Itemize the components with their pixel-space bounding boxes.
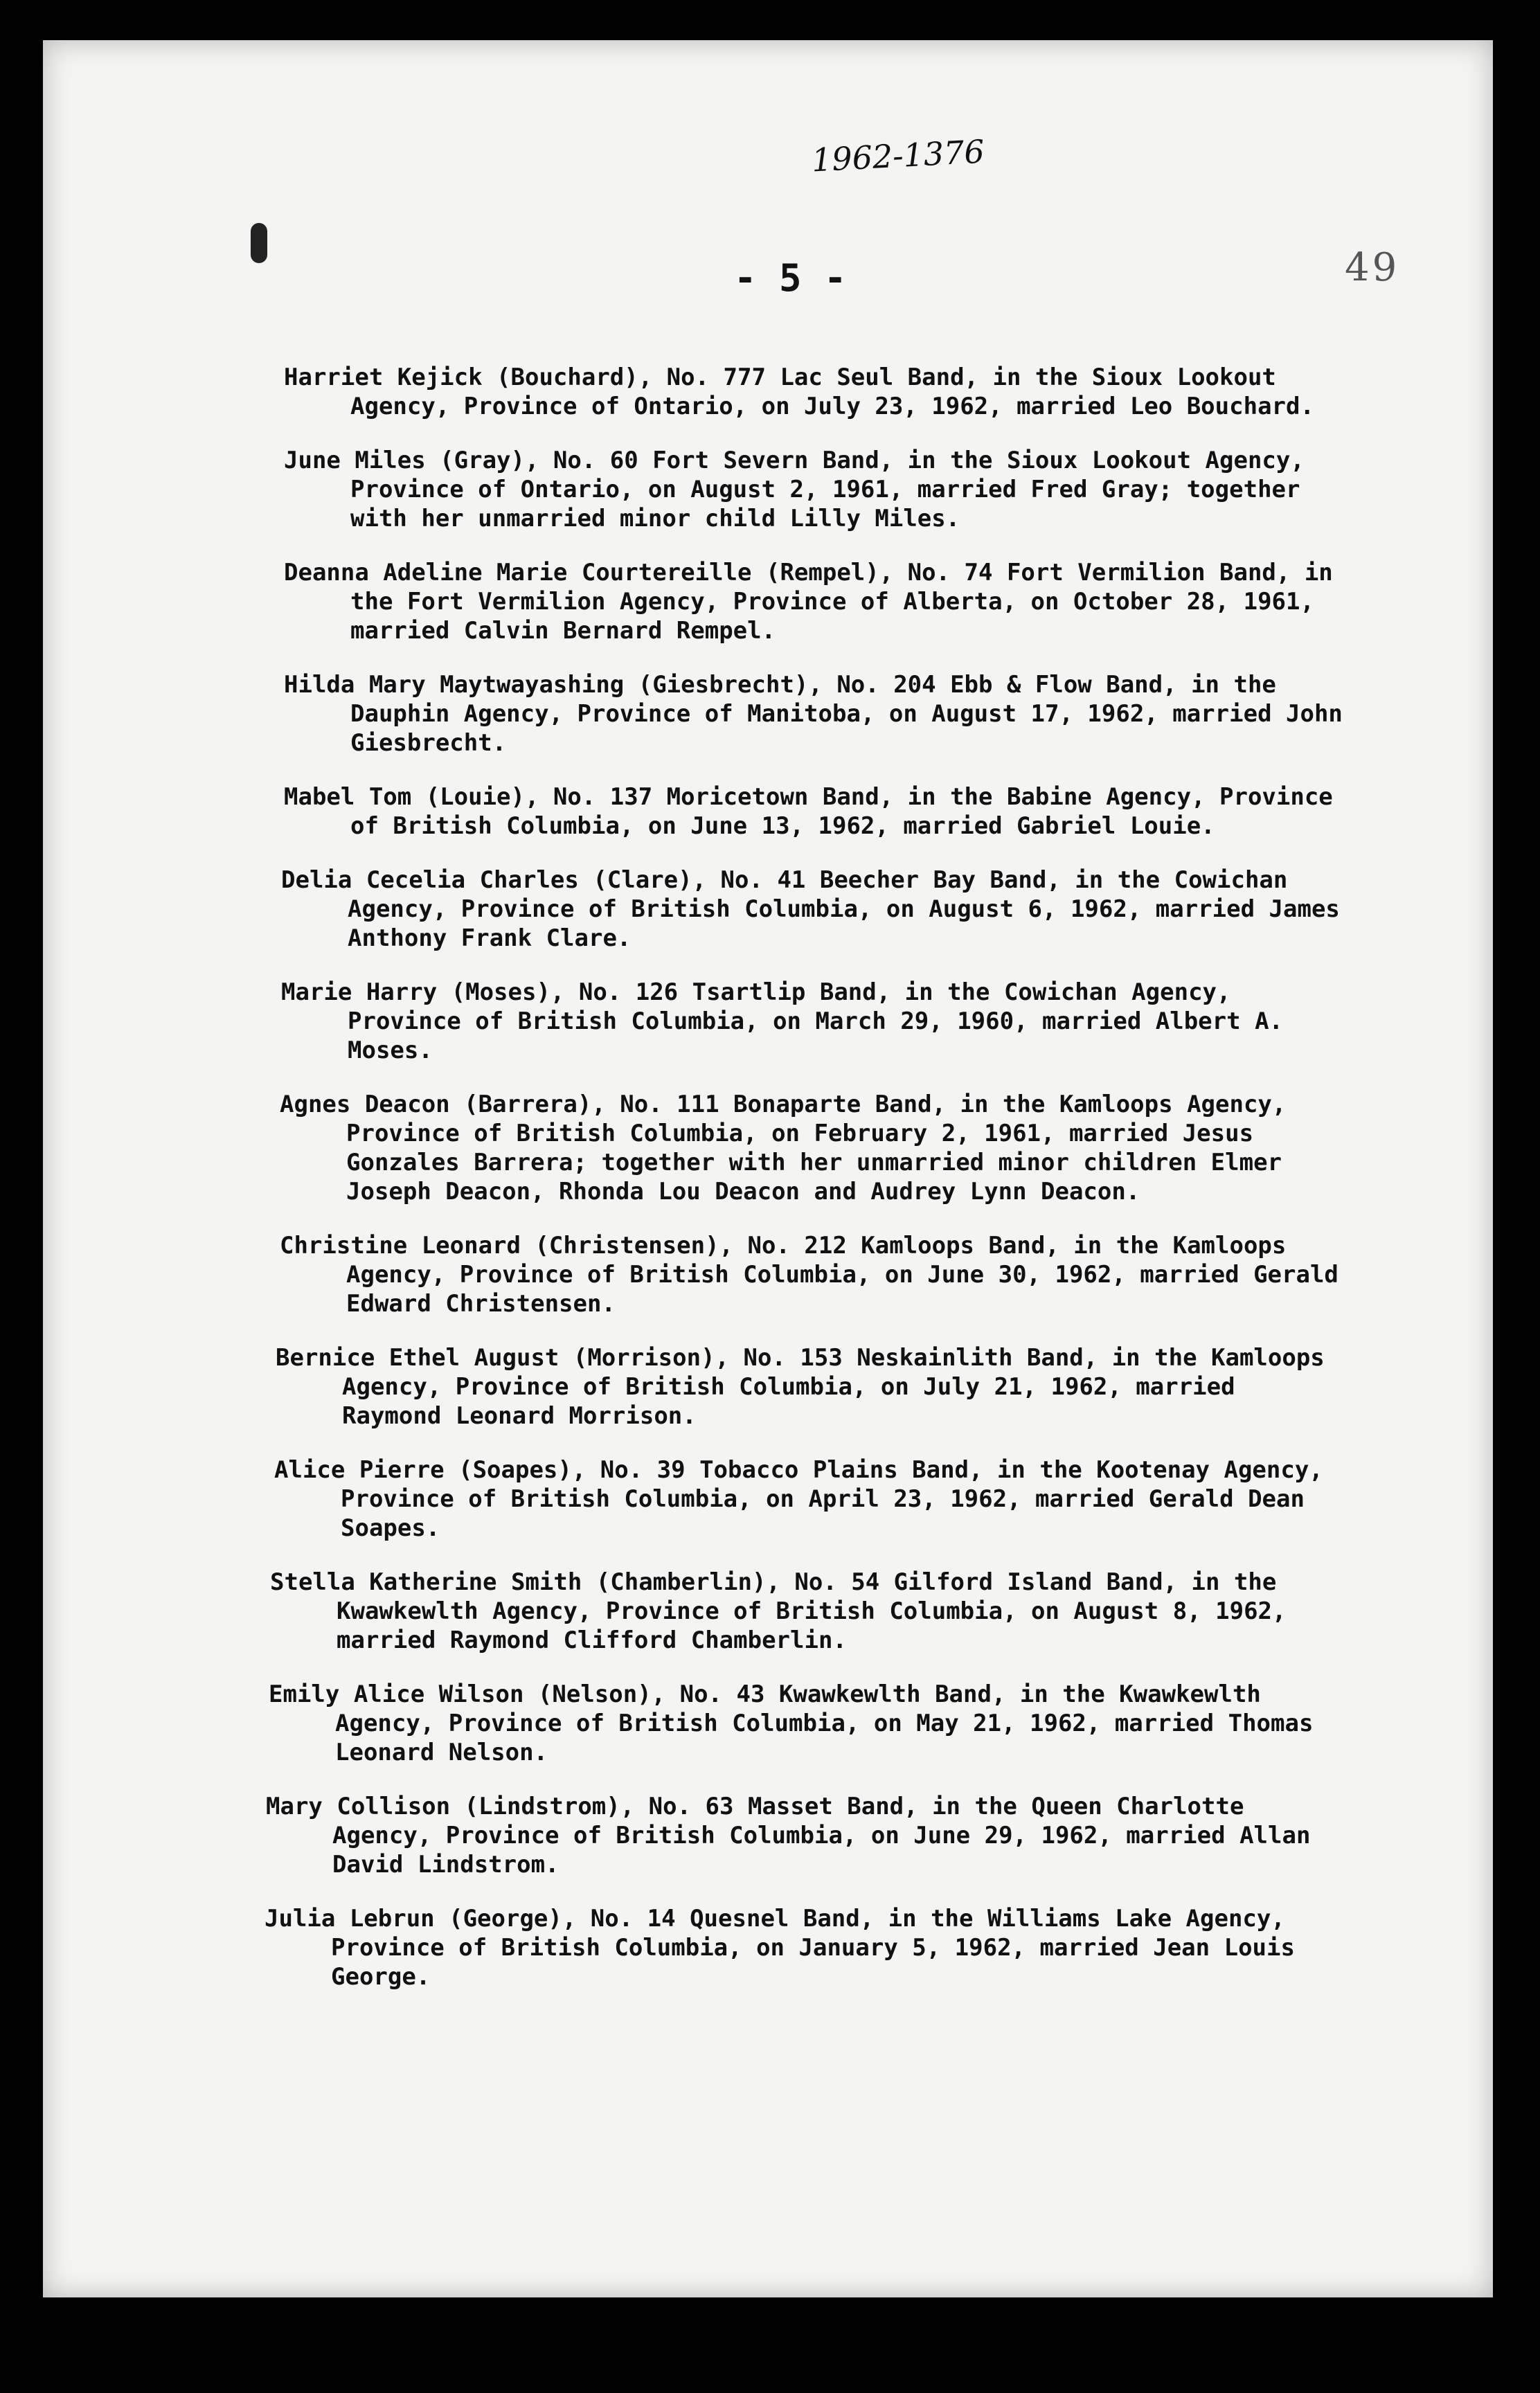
list-item: Mabel Tom (Louie), No. 137 Moricetown Band, in the Babine Agency, Province of British Columbia, on June 13, 1962, married Gabriel Louie. (284, 783, 1333, 840)
list-item: June Miles (Gray), No. 60 Fort Severn Band, in the Sioux Lookout Agency, Province of Ontario, on August 2, 1961, married Fred Gray; together with her unmarried minor child Lilly Miles. (284, 447, 1305, 532)
entry-list (265, 339, 1343, 2016)
list-item: Marie Harry (Moses), No. 126 Tsartlip Band, in the Cowichan Agency, Province of British Columbia, on March 29, 1960, married Albert A. Moses. (281, 978, 1284, 1064)
list-item: Alice Pierre (Soapes), No. 39 Tobacco Plains Band, in the Kootenay Agency, Province of British Columbia, on April 23, 1962, married Gerald Dean Soapes. (274, 1456, 1323, 1542)
list-item: Emily Alice Wilson (Nelson), No. 43 Kwawkewlth Band, in the Kwawkewlth Agency, Province of British Columbia, on May 21, 1962, married Thomas Leonard Nelson. (269, 1681, 1314, 1766)
list-item: Bernice Ethel August (Morrison), No. 153 Neskainlith Band, in the Kamloops Agency, Province of British Columbia, on July 21, 1962, married Raymond Leonard Morrison. (276, 1344, 1325, 1430)
list-item: Delia Cecelia Charles (Clare), No. 41 Beecher Bay Band, in the Cowichan Agency, Province of British Columbia, on August 6, 1962, married James Anthony Frank Clare. (281, 866, 1340, 952)
punch-hole-icon (251, 223, 267, 263)
folio-number: 49 (1345, 245, 1400, 290)
list-item: Julia Lebrun (George), No. 14 Quesnel Band, in the Williams Lake Agency, Province of British Columbia, on January 5, 1962, married Jean Louis George. (265, 1905, 1295, 1991)
page-number: - 5 - (734, 256, 847, 300)
list-item: Deanna Adeline Marie Courtereille (Rempel), No. 74 Fort Vermilion Band, in the Fort Vermilion Agency, Province of Alberta, on October 28, 1961, married Calvin Bernard Rempel. (284, 559, 1333, 645)
list-item: Stella Katherine Smith (Chamberlin), No. 54 Gilford Island Band, in the Kwawkewlth Agency, Province of British Columbia, on August 8, 1962, married Raymond Clifford Chamberlin. (270, 1568, 1287, 1654)
list-item: Agnes Deacon (Barrera), No. 111 Bonaparte Band, in the Kamloops Agency, Province of British Columbia, on February 2, 1961, married Jesus Gonzales Barrera; together with her unmarried minor children Elmer Joseph Deacon, Rhonda Lou Deacon and Audrey Lynn Deacon. (280, 1091, 1287, 1206)
list-item: Mary Collison (Lindstrom), No. 63 Masset Band, in the Queen Charlotte Agency, Province of British Columbia, on June 29, 1962, married Allan David Lindstrom. (266, 1793, 1311, 1879)
list-item: Christine Leonard (Christensen), No. 212 Kamloops Band, in the Kamloops Agency, Province of British Columbia, on June 30, 1962, married Gerald Edward Christensen. (280, 1232, 1338, 1318)
handwritten-annotation: 1962-1376 (810, 132, 985, 179)
list-item: Harriet Kejick (Bouchard), No. 777 Lac Seul Band, in the Sioux Lookout Agency, Province of Ontario, on July 23, 1962, married Leo Bouchard. (284, 364, 1314, 420)
list-item: Hilda Mary Maytwayashing (Giesbrecht), No. 204 Ebb & Flow Band, in the Dauphin Agency, Province of Manitoba, on August 17, 1962, married John Giesbrecht. (284, 671, 1343, 757)
